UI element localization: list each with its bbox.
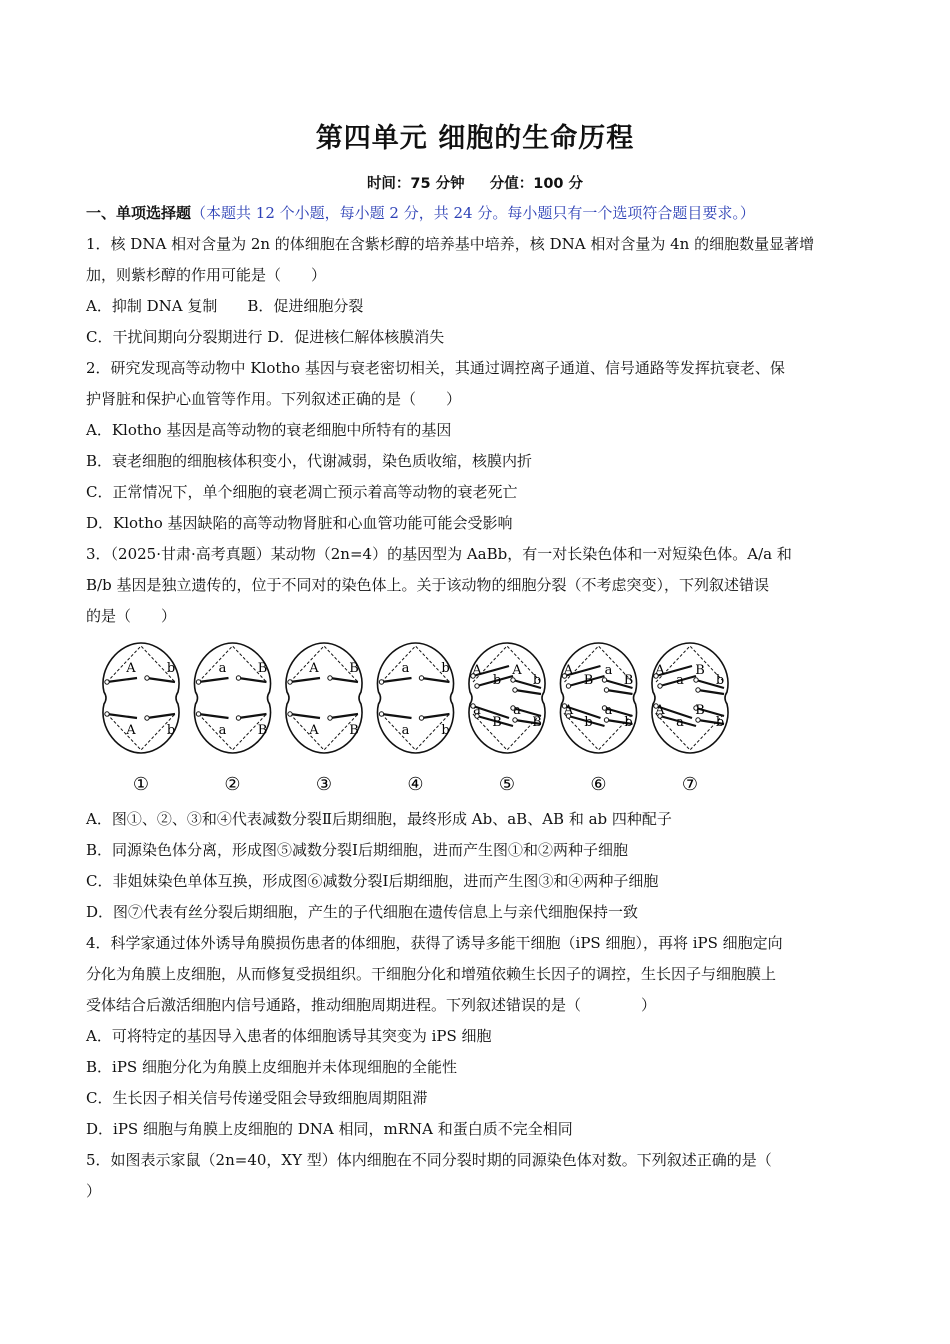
question-option: B．衰老细胞的细胞核体积变小，代谢减弱，染色质收缩，核膜内折 <box>86 452 533 470</box>
centromere <box>513 718 517 722</box>
chromosome <box>330 714 358 718</box>
gene-label: a <box>218 661 227 676</box>
exam-score: 分值：100 分 <box>489 176 584 192</box>
spindle <box>656 646 724 750</box>
question-option: C．生长因子相关信号传递受阻会导致细胞周期阻滞 <box>86 1089 428 1107</box>
gene-label: B <box>623 673 634 688</box>
chromosome <box>290 678 320 682</box>
question-stem-line: 护肾脏和保护心血管等作用。下列叙述正确的是（ ） <box>86 390 462 408</box>
question-option: A．抑制 DNA 复制 B．促进细胞分裂 <box>86 297 364 315</box>
cell-membrane <box>560 643 636 753</box>
chromosome <box>422 678 450 682</box>
question-stem-line: 4．科学家通过体外诱导角膜损伤患者的体细胞，获得了诱导多能干细胞（iPS 细胞），再将 iPS 细胞定向 <box>86 934 783 952</box>
document-body <box>86 198 866 1207</box>
question-option: A．可将特定的基因导入患者的体细胞诱导其突变为 iPS 细胞 <box>86 1027 492 1045</box>
question-option: C．正常情况下，单个细胞的衰老凋亡预示着高等动物的衰老死亡 <box>86 483 518 501</box>
gene-label: B <box>349 661 359 676</box>
centromere <box>658 684 662 688</box>
centromere <box>288 680 292 684</box>
question-3 <box>86 539 866 928</box>
gene-label: A <box>126 723 136 738</box>
gene-label: B <box>349 723 359 738</box>
centromere <box>288 712 292 716</box>
exam-time: 时间：75 分钟 <box>366 176 465 192</box>
gene-label: B <box>695 663 705 678</box>
spindle <box>107 646 175 750</box>
gene-label: A <box>655 703 665 718</box>
gene-label: A <box>563 703 574 718</box>
cell-number-label: ② <box>224 774 241 795</box>
gene-label: a <box>604 663 613 678</box>
question-stem-line: 3．（2025·甘肃·高考真题）某动物（2n=4）的基因型为 AaBb，有一对长染色体和一对短染色体。A/a 和 <box>86 545 792 563</box>
gene-label: b <box>624 715 633 730</box>
question-stem-line: 1．核 DNA 相对含量为 2n 的体细胞在含紫杉醇的培养基中培养，核 DNA 相对含量为 4n 的细胞数量显著增 <box>86 235 815 253</box>
gene-label: a <box>513 703 521 718</box>
chromosome <box>107 678 137 682</box>
spindle <box>199 646 267 750</box>
gene-label: b <box>584 715 593 730</box>
centromere <box>145 716 149 720</box>
spindle <box>382 646 450 750</box>
question-option: D．Klotho 基因缺陷的高等动物肾脏和心血管功能可能会受影响 <box>86 514 513 532</box>
question-4 <box>86 928 866 1145</box>
gene-label: a <box>473 703 481 718</box>
gene-label: A <box>655 663 665 678</box>
question-option: C．干扰间期向分裂期进行 D．促进核仁解体核膜消失 <box>86 328 445 346</box>
gene-label: B <box>257 661 268 676</box>
gene-label: B <box>695 703 705 718</box>
question-stem-line: ） <box>86 1182 102 1200</box>
cell-number-label: ⑥ <box>590 774 607 795</box>
gene-label: b <box>715 715 725 730</box>
cell-number-label: ① <box>132 774 150 795</box>
question-stem-line: 的是（ ） <box>86 607 177 625</box>
centromere <box>328 716 332 720</box>
centromere <box>475 684 479 688</box>
cell-6 <box>560 643 636 795</box>
exam-meta <box>0 172 950 193</box>
chromosome <box>239 678 267 682</box>
cell-2 <box>194 643 270 795</box>
question-option: A．Klotho 基因是高等动物的衰老细胞中所特有的基因 <box>86 421 452 439</box>
chromosome <box>515 690 541 694</box>
centromere <box>696 688 700 692</box>
gene-label: a <box>401 661 410 676</box>
gene-label: A <box>126 661 136 676</box>
centromere <box>511 678 515 682</box>
gene-label: a <box>218 723 227 738</box>
centromere <box>419 676 423 680</box>
gene-label: B <box>532 715 542 730</box>
question-2 <box>86 353 866 539</box>
cell-3 <box>286 643 362 795</box>
spindle <box>290 646 358 750</box>
centromere <box>328 676 332 680</box>
gene-label: B <box>492 715 502 730</box>
centromere <box>145 676 149 680</box>
gene-label: A <box>512 663 522 678</box>
centromere <box>236 716 240 720</box>
section-note: （本题共 12 个小题，每小题 2 分，共 24 分。每小题只有一个选项符合题目要求。） <box>191 204 755 222</box>
question-5 <box>86 1145 866 1207</box>
chromosome <box>422 714 450 718</box>
question-option: B．同源染色体分离，形成图⑤减数分裂Ⅰ后期细胞，进而产生图①和②两种子细胞 <box>86 841 628 859</box>
question-option: A．图①、②、③和④代表减数分裂Ⅱ后期细胞，最终形成 Ab、aB、AB 和 ab 四种配子 <box>86 810 672 828</box>
centromere <box>694 678 698 682</box>
centromere <box>513 688 517 692</box>
question-option: D．iPS 细胞与角膜上皮细胞的 DNA 相同，mRNA 和蛋白质不完全相同 <box>86 1120 573 1138</box>
centromere <box>696 718 700 722</box>
gene-label: A <box>309 661 319 676</box>
question-stem-line: 2．研究发现高等动物中 Klotho 基因与衰老密切相关，其通过调控离子通道、信号通路等发挥抗衰老、保 <box>86 359 785 377</box>
cell-4 <box>377 643 453 795</box>
spindle <box>565 646 633 750</box>
chromosome <box>330 678 358 682</box>
cell-number-label: ④ <box>407 774 424 795</box>
cell-number-label: ③ <box>315 774 333 795</box>
gene-label: A <box>563 663 574 678</box>
chromosome <box>382 678 412 682</box>
centromere <box>602 678 606 682</box>
question-stem-line: B/b 基因是独立遗传的，位于不同对的染色体上。关于该动物的细胞分裂（不考虑突变），下列叙述错误 <box>86 576 769 594</box>
cell-1 <box>103 643 179 795</box>
spindle <box>473 646 541 750</box>
chromosome <box>199 678 229 682</box>
gene-label: b <box>532 673 542 688</box>
centromere <box>105 712 109 716</box>
cell-membrane <box>469 643 545 753</box>
centromere <box>604 718 608 722</box>
gene-label: A <box>309 723 319 738</box>
cell-number-label: ⑦ <box>681 774 699 795</box>
chromosome <box>607 690 633 694</box>
question-stem-line: 受体结合后激活细胞内信号通路，推动细胞周期进程。下列叙述错误的是（ ） <box>86 996 657 1014</box>
question-option: C．非姐妹染色单体互换，形成图⑥减数分裂Ⅰ后期细胞，进而产生图③和④两种子细胞 <box>86 872 659 890</box>
chromosome <box>147 678 175 682</box>
page-title: 第四单元 细胞的生命历程 <box>315 123 635 154</box>
question-stem-line: 5．如图表示家鼠（2n=40，XY 型）体内细胞在不同分裂时期的同源染色体对数。下列叙述正确的是（ <box>86 1151 772 1169</box>
cell-5 <box>469 643 545 795</box>
centromere <box>105 680 109 684</box>
question-option: B．iPS 细胞分化为角膜上皮细胞并未体现细胞的全能性 <box>86 1058 457 1076</box>
section-header <box>86 198 866 229</box>
centromere <box>196 712 200 716</box>
centromere <box>379 712 383 716</box>
question-stem-line: 加，则紫杉醇的作用可能是（ ） <box>86 266 327 284</box>
cell-membrane <box>652 643 728 753</box>
gene-label: b <box>441 723 450 738</box>
gene-label: b <box>441 661 450 676</box>
gene-label: b <box>492 673 502 688</box>
centromere <box>196 680 200 684</box>
gene-label: a <box>401 723 410 738</box>
chromosome <box>698 690 724 694</box>
chromosome <box>239 714 267 718</box>
chromosome <box>199 714 229 718</box>
centromere <box>419 716 423 720</box>
cell-division-figure <box>86 632 866 804</box>
centromere <box>379 680 383 684</box>
cell-7 <box>652 643 728 795</box>
cell-division-diagram <box>98 638 758 798</box>
centromere <box>566 684 570 688</box>
gene-label: B <box>257 723 268 738</box>
chromosome <box>290 714 320 718</box>
question-1 <box>86 229 866 353</box>
gene-label: b <box>166 723 176 738</box>
gene-label: a <box>676 715 684 730</box>
cell-number-label: ⑤ <box>498 774 516 795</box>
centromere <box>236 676 240 680</box>
chromosome <box>382 714 412 718</box>
gene-label: A <box>472 663 482 678</box>
gene-label: B <box>583 673 594 688</box>
chromosome <box>147 714 175 718</box>
section-heading: 一、单项选择题 <box>86 204 192 222</box>
question-option: D．图⑦代表有丝分裂后期细胞，产生的子代细胞在遗传信息上与亲代细胞保持一致 <box>86 903 639 921</box>
centromere <box>604 688 608 692</box>
gene-label: b <box>715 673 725 688</box>
chromosome <box>107 714 137 718</box>
question-stem-line: 分化为角膜上皮细胞，从而修复受损组织。干细胞分化和增殖依赖生长因子的调控，生长因子与细胞膜上 <box>86 965 777 983</box>
gene-label: b <box>166 661 176 676</box>
gene-label: a <box>676 673 684 688</box>
gene-label: a <box>604 703 613 718</box>
